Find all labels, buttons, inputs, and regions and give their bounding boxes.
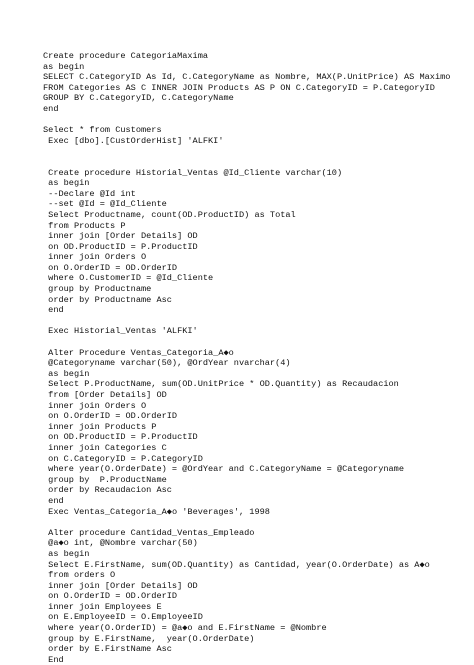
code-line: inner join Products P (43, 421, 157, 432)
code-line: end (43, 495, 64, 506)
code-line: Create procedure CategoriaMaxima (43, 51, 209, 61)
code-line: group by P.ProductName (43, 474, 167, 485)
sql-code-block (43, 51, 450, 665)
code-line: Create procedure Historial_Ventas @Id_Cliente varchar(10) (43, 167, 343, 178)
code-line: on OD.ProductID = P.ProductID (43, 432, 198, 443)
code-line: where year(O.OrderDate) = @OrdYear and C.CategoryName = @Categoryname (43, 464, 404, 475)
code-line: end (43, 305, 64, 316)
code-line: Select P.ProductName, sum(OD.UnitPrice * OD.Quantity) as Recaudacion (43, 379, 399, 390)
code-line: inner join [Order Details] OD (43, 231, 198, 242)
code-line (43, 337, 450, 348)
code-line: on O.OrderID = OD.OrderID (43, 262, 178, 273)
code-line: GROUP BY C.CategoryID, C.CategoryName (43, 93, 234, 104)
code-line (43, 316, 450, 327)
code-line: Exec Historial_Ventas 'ALFKI' (43, 326, 198, 337)
code-line: inner join Employees E (43, 601, 162, 612)
code-line: Select E.FirstName, sum(OD.Quantity) as Cantidad, year(O.OrderDate) as A◆o (43, 559, 430, 570)
code-line: on C.CategoryID = P.CategoryID (43, 453, 203, 464)
code-line (43, 157, 450, 168)
code-line (43, 517, 450, 528)
code-line (43, 115, 450, 126)
code-line: as begin (43, 61, 85, 72)
code-line: --set @Id = @Id_Cliente (43, 199, 167, 210)
code-line: @a◆o int, @Nombre varchar(50) (43, 538, 198, 549)
code-line: order by Productname Asc (43, 294, 172, 305)
code-line: end (43, 103, 59, 114)
code-line: inner join Orders O (43, 400, 147, 411)
code-line: from orders O (43, 570, 116, 581)
code-line: Alter Procedure Ventas_Categoria_A◆o (43, 347, 234, 358)
code-line: from Products P (43, 220, 126, 231)
code-line: inner join Categories C (43, 442, 167, 453)
code-line: --Declare @Id int (43, 188, 136, 199)
code-line: Alter procedure Cantidad_Ventas_Empleado (43, 527, 255, 538)
code-line (43, 146, 450, 157)
code-line: as begin (43, 368, 90, 379)
code-line: FROM Categories AS C INNER JOIN Products AS P ON C.CategoryID = P.CategoryID (43, 82, 435, 93)
code-line: Select * from Customers (43, 125, 162, 136)
code-line: group by E.FirstName, year(O.OrderDate) (43, 633, 255, 644)
code-line: order by E.FirstName Asc (43, 644, 172, 655)
code-line: on OD.ProductID = P.ProductID (43, 241, 198, 252)
code-line: order by Recaudacion Asc (43, 485, 172, 496)
code-line: on E.EmployeeID = O.EmployeeID (43, 612, 203, 623)
code-line: Exec [dbo].[CustOrderHist] 'ALFKI' (43, 135, 224, 146)
code-line: Exec Ventas_Categoria_A◆o 'Beverages', 1998 (43, 506, 270, 517)
code-line: inner join Orders O (43, 252, 147, 263)
code-line: on O.OrderID = OD.OrderID (43, 411, 178, 422)
code-line: as begin (43, 178, 90, 189)
code-line: from [Order Details] OD (43, 390, 167, 400)
code-line: where year(O.OrderID) = @a◆o and E.FirstName = @Nombre (43, 623, 327, 634)
code-line: as begin (43, 548, 90, 559)
code-line: group by Productname (43, 284, 152, 295)
code-line: Select Productname, count(OD.ProductID) as Total (43, 209, 296, 220)
code-line: on O.OrderID = OD.OrderID (43, 591, 178, 602)
code-line: SELECT C.CategoryID As Id, C.CategoryName as Nombre, MAX(P.UnitPrice) AS Maximo (43, 72, 451, 83)
code-line: inner join [Order Details] OD (43, 580, 198, 591)
code-line: @Categoryname varchar(50), @OrdYear nvarchar(4) (43, 358, 291, 369)
code-line: where O.CustomerID = @Id_Cliente (43, 273, 214, 284)
code-line: End (43, 654, 64, 665)
